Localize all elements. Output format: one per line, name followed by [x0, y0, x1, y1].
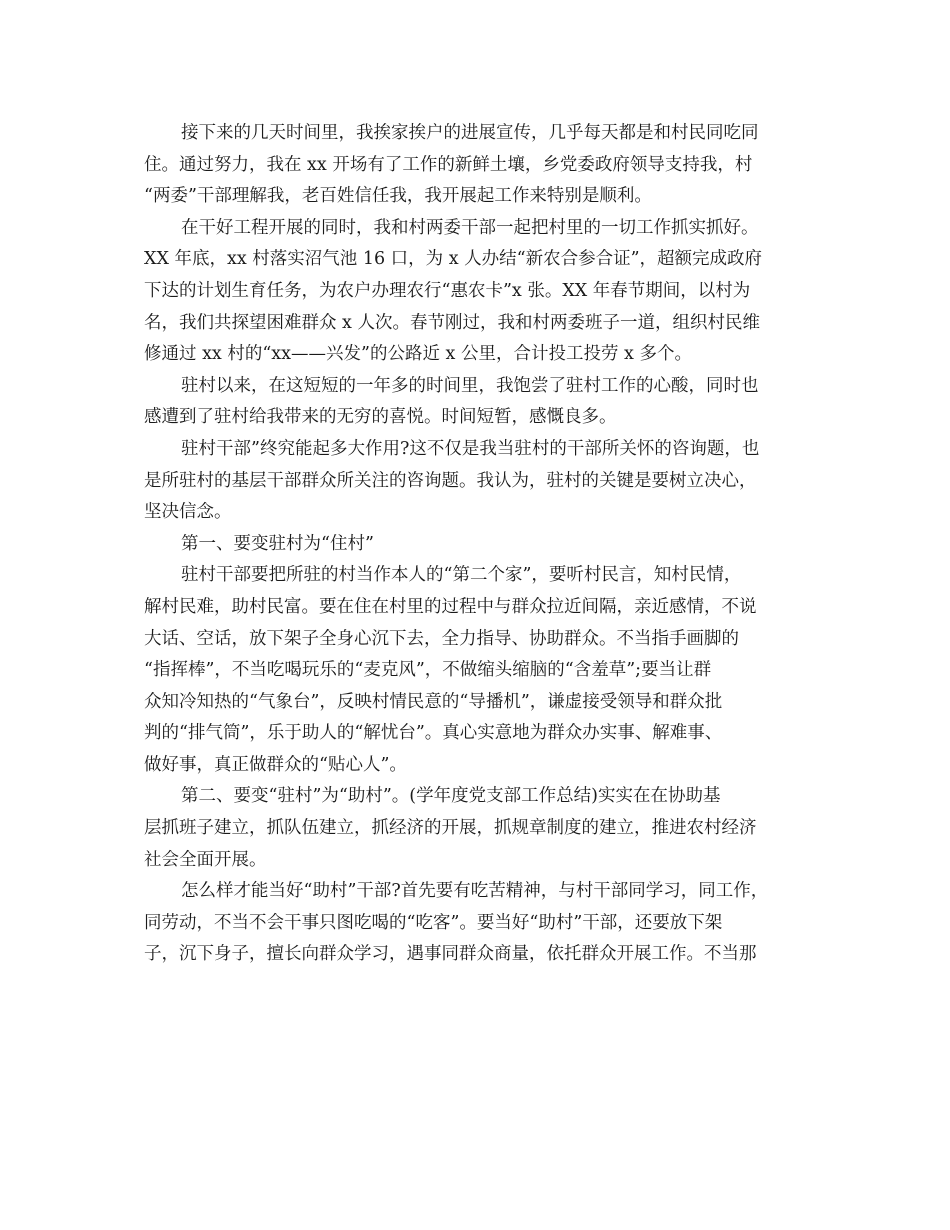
text-line: 驻村以来，在这短短的一年多的时间里，我饱尝了驻村工作的心酸，同时也 — [181, 375, 759, 396]
text-line: 子，沉下身子，擅长向群众学习，遇事同群众商量，依托群众开展工作。不当那 — [144, 944, 757, 965]
text-line: XX 年底，xx 村落实沼气池 16 口，为 x 人办结“新农合参合证”，超额完成政府 — [144, 249, 763, 270]
text-line: 判的“排气筒”，乐于助人的“解忧台”。真心实意地为群众办实事、解难事、 — [144, 723, 723, 744]
text-line: 社会全面开展。 — [144, 849, 267, 870]
text-line: 驻村干部”终究能起多大作用?这不仅是我当驻村的干部所关怀的咨询题，也 — [181, 438, 760, 459]
text-line: 层抓班子建立，抓队伍建立，抓经济的开展，抓规章制度的建立，推进农村经济 — [144, 818, 757, 839]
text-line: “两委”干部理解我，老百姓信任我，我开展起工作来特别是顺利。 — [144, 186, 652, 207]
text-line: 在干好工程开展的同时，我和村两委干部一起把村里的一切工作抓实抓好。 — [181, 217, 759, 238]
text-line: 修通过 xx 村的“xx——兴发”的公路近 x 公里，合计投工投劳 x 多个。 — [144, 344, 692, 365]
text-line: 下达的计划生育任务，为农户办理农行“惠农卡”x 张。XX 年春节期间，以村为 — [144, 280, 751, 301]
section-heading: 第一、要变驻村为“住村” — [181, 533, 374, 554]
text-line: 众知冷知热的“气象台”，反映村情民意的“导播机”，谦虚接受领导和群众批 — [144, 691, 723, 712]
text-line: 驻村干部要把所驻的村当作本人的“第二个家”，要听村民言，知村民情， — [181, 565, 742, 586]
text-line: 坚决信念。 — [144, 502, 232, 523]
text-line: “指挥棒”，不当吃喝玩乐的“麦克风”，不做缩头缩脑的“含羞草”;要当让群 — [144, 660, 712, 681]
text-line: 住。通过努力，我在 xx 开场有了工作的新鲜土壤，乡党委政府领导支持我，村 — [144, 154, 753, 175]
text-line: 接下来的几天时间里，我挨家挨户的进展宣传，几乎每天都是和村民同吃同 — [181, 123, 759, 143]
text-line: 感遭到了驻村给我带来的无穷的喜悦。时间短暂，感慨良多。 — [144, 407, 617, 428]
document-body — [144, 118, 804, 971]
text-line: 是所驻村的基层干部群众所关注的咨询题。我认为，驻村的关键是要树立决心， — [144, 470, 757, 491]
text-line: 名，我们共探望困难群众 x 人次。春节刚过，我和村两委班子一道，组织村民维 — [144, 312, 760, 333]
text-line: 同劳动，不当不会干事只图吃喝的“吃客”。要当好“助村”干部，还要放下架 — [144, 912, 723, 933]
text-line: 怎么样才能当好“助村”干部?首先要有吃苦精神，与村干部同学习，同工作， — [181, 881, 769, 902]
text-line: 解村民难，助村民富。要在住在村里的过程中与群众拉近间隔，亲近感情，不说 — [144, 596, 757, 617]
text-line: 做好事，真正做群众的“贴心人”。 — [144, 754, 407, 775]
text-line: 大话、空话，放下架子全身心沉下去，全力指导、协助群众。不当指手画脚的 — [144, 628, 739, 649]
section-heading: 第二、要变“驻村”为“助村”。(学年度党支部工作总结)实实在在协助基 — [181, 786, 721, 807]
